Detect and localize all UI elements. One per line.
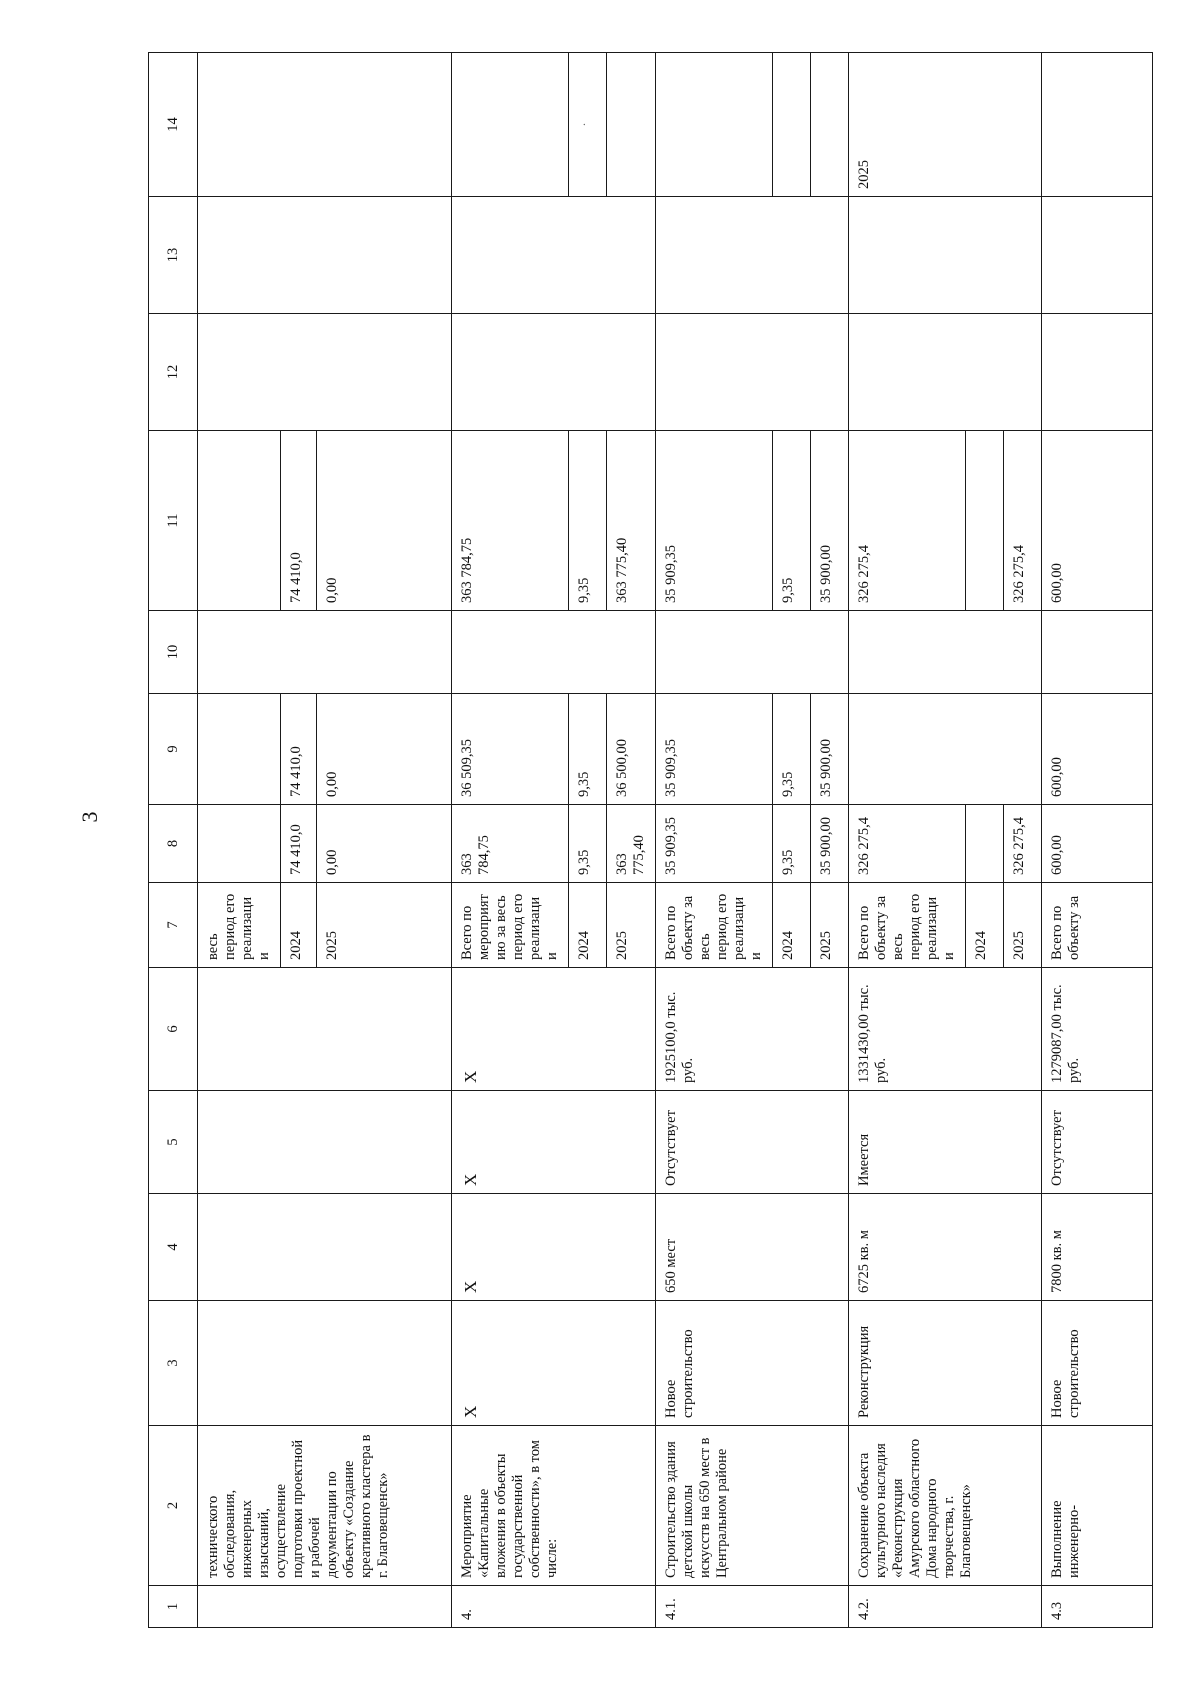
cell	[849, 197, 1042, 314]
header-col-8: 8	[149, 805, 198, 883]
cell	[656, 53, 773, 197]
cell	[811, 53, 849, 197]
rotated-table-container	[148, 53, 1153, 1628]
value-cell: 600,00	[1042, 805, 1153, 883]
cont-c4	[198, 1194, 452, 1301]
cell	[198, 611, 452, 694]
year-cell: 2024	[773, 883, 811, 968]
total-label: Всего по мероприятию за весь период его реализации	[452, 883, 569, 968]
value-cell: 326 275,4	[1004, 431, 1042, 611]
row-number: 4.	[452, 1586, 656, 1628]
value-cell: 0,00	[317, 805, 452, 883]
cell	[849, 611, 1042, 694]
value-cell: 9,35	[773, 431, 811, 611]
row-name: Строительство здания детской школы искусств на 650 мест в Центральном районе	[656, 1426, 849, 1586]
value-cell: 9,35	[773, 694, 811, 805]
header-row	[149, 53, 198, 1628]
cell	[452, 197, 656, 314]
header-col-6: 6	[149, 968, 198, 1091]
cell	[1042, 314, 1153, 431]
header-col-10: 10	[149, 611, 198, 694]
year-cell: 2024	[966, 883, 1004, 968]
value-cell: 35 909,35	[656, 694, 773, 805]
cell	[607, 53, 656, 197]
row-completion-year: 2025	[849, 53, 1042, 197]
value-cell: 74 410,0	[281, 431, 317, 611]
cont-period: весь период его реализации	[198, 883, 281, 968]
value-cell: 36 509,35	[452, 694, 569, 805]
cell	[773, 53, 811, 197]
row-doc-status: Имеется	[849, 1091, 1042, 1194]
header-col-4: 4	[149, 1194, 198, 1301]
value-cell: 363 784,75	[452, 805, 569, 883]
cell	[198, 197, 452, 314]
cell	[198, 314, 452, 431]
cont-name: технического обследования, инженерных изысканий, осуществление подготовки проектной и рабочей документации по объекту «Создание креативного кластера в г. Благовещенск»	[198, 1426, 452, 1586]
header-col-11: 11	[149, 431, 198, 611]
cell	[656, 314, 849, 431]
value-cell	[966, 431, 1004, 611]
value-cell: 326 275,4	[849, 431, 966, 611]
value-cell: 36 500,00	[607, 694, 656, 805]
row-capacity: 6725 кв. м	[849, 1194, 1042, 1301]
cell	[1042, 611, 1153, 694]
header-col-12: 12	[149, 314, 198, 431]
cell	[849, 694, 1042, 805]
total-label: Всего по объекту за	[1042, 883, 1153, 968]
row-cost: 1279087,00 тыс. руб.	[1042, 968, 1153, 1091]
year-cell: 2025	[317, 883, 452, 968]
cell	[198, 694, 281, 805]
cell	[452, 611, 656, 694]
cell	[198, 805, 281, 883]
header-col-1: 1	[149, 1586, 198, 1628]
value-cell: 35 909,35	[656, 431, 773, 611]
header-col-7: 7	[149, 883, 198, 968]
value-cell: 9,35	[569, 431, 607, 611]
table-row	[452, 53, 569, 1628]
cell-x: Х	[452, 1194, 656, 1301]
cell	[452, 53, 569, 197]
table-row	[656, 53, 773, 1628]
header-col-13: 13	[149, 197, 198, 314]
header-col-9: 9	[149, 694, 198, 805]
total-label: Всего по объекту за весь период его реализации	[849, 883, 966, 968]
year-cell: 2025	[811, 883, 849, 968]
year-cell: 2024	[569, 883, 607, 968]
value-cell: 600,00	[1042, 431, 1153, 611]
row-doc-status: Отсутствует	[656, 1091, 849, 1194]
cont-c5	[198, 1091, 452, 1194]
value-cell: 9,35	[569, 805, 607, 883]
header-col-14: 14	[149, 53, 198, 197]
value-cell: 9,35	[773, 805, 811, 883]
cell-x: Х	[452, 968, 656, 1091]
row-capacity: 7800 кв. м	[1042, 1194, 1153, 1301]
total-label: Всего по объекту за весь период его реализации	[656, 883, 773, 968]
value-cell: 74 410,0	[281, 694, 317, 805]
value-cell: 35 909,35	[656, 805, 773, 883]
cell	[1042, 53, 1153, 197]
budget-table	[148, 52, 1153, 1628]
value-cell: 9,35	[569, 694, 607, 805]
value-cell: 363 784,75	[452, 431, 569, 611]
cell	[452, 314, 656, 431]
value-cell: 74 410,0	[281, 805, 317, 883]
row-number: 4.2.	[849, 1586, 1042, 1628]
cell	[849, 314, 1042, 431]
value-cell: 326 275,4	[1004, 805, 1042, 883]
value-cell: 363 775,40	[607, 805, 656, 883]
table-row	[849, 53, 966, 1628]
page-number: 3	[77, 811, 102, 823]
cell-x: Х	[452, 1301, 656, 1426]
cont-c3	[198, 1301, 452, 1426]
header-col-2: 2	[149, 1426, 198, 1586]
row-cost: 1925100,0 тыс. руб.	[656, 968, 849, 1091]
year-cell: 2025	[1004, 883, 1042, 968]
table-row	[198, 53, 281, 1628]
cell-x: Х	[452, 1091, 656, 1194]
value-cell: 0,00	[317, 431, 452, 611]
value-cell: 35 900,00	[811, 431, 849, 611]
row-type: Новое строительство	[1042, 1301, 1153, 1426]
row-type: Новое строительство	[656, 1301, 849, 1426]
row-name: Сохранение объекта культурного наследия «Реконструкция Амурского областного Дома народного творчества, г. Благовещенск»	[849, 1426, 1042, 1586]
header-col-5: 5	[149, 1091, 198, 1194]
cell	[198, 431, 281, 611]
value-cell: 0,00	[317, 694, 452, 805]
row-cost: 1331430,00 тыс. руб.	[849, 968, 1042, 1091]
cell	[1042, 197, 1153, 314]
cell	[656, 611, 849, 694]
row-name: Выполнение инженерно-	[1042, 1426, 1153, 1586]
header-col-3: 3	[149, 1301, 198, 1426]
year-cell: 2024	[281, 883, 317, 968]
year-cell: 2025	[607, 883, 656, 968]
row-name: Мероприятие «Капитальные вложения в объекты государственной собственности», в том числе:	[452, 1426, 656, 1586]
value-cell	[966, 805, 1004, 883]
table-row	[1042, 53, 1153, 1628]
row-type: Реконструкция	[849, 1301, 1042, 1426]
value-cell: 35 900,00	[811, 805, 849, 883]
cont-c6	[198, 968, 452, 1091]
cont-num	[198, 1586, 452, 1628]
row-capacity: 650 мест	[656, 1194, 849, 1301]
row-doc-status: Отсутствует	[1042, 1091, 1153, 1194]
row-number: 4.3	[1042, 1586, 1153, 1628]
value-cell: 326 275,4	[849, 805, 966, 883]
cell	[198, 53, 452, 197]
value-cell: 363 775,40	[607, 431, 656, 611]
row-number: 4.1.	[656, 1586, 849, 1628]
mark-dot: ·	[569, 53, 607, 197]
value-cell: 35 900,00	[811, 694, 849, 805]
cell	[656, 197, 849, 314]
value-cell: 600,00	[1042, 694, 1153, 805]
